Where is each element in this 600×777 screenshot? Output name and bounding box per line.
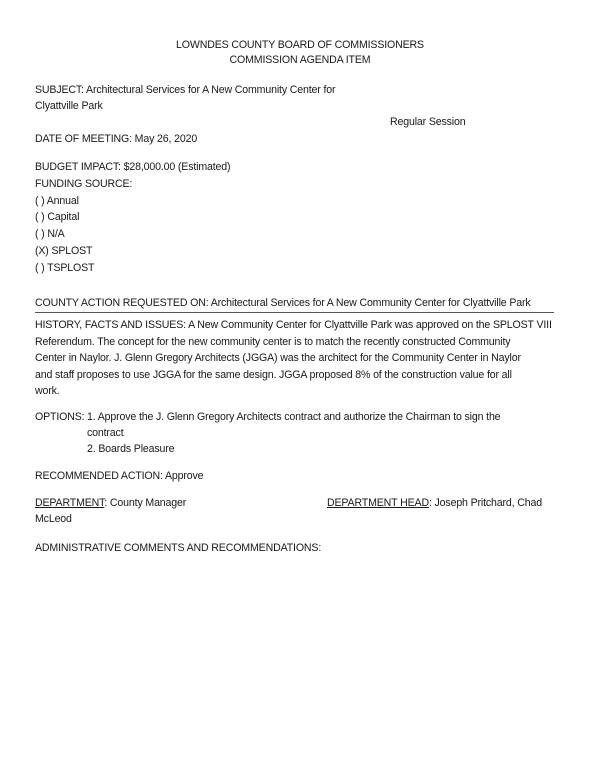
department	[35, 496, 186, 510]
funding-option-capital: ( ) Capital	[35, 211, 80, 223]
department-label: DEPARTMENT	[35, 497, 105, 509]
history-line: Referendum. The concept for the new community center is to match the recently constructed Community	[35, 336, 511, 348]
admin-comments: ADMINISTRATIVE COMMENTS AND RECOMMENDATIONS:	[35, 542, 322, 554]
department-head	[327, 496, 542, 510]
document-subtitle: COMMISSION AGENDA ITEM	[229, 54, 371, 66]
subject-line-cont: Clyattville Park	[35, 100, 103, 112]
subject-line: SUBJECT: Architectural Services for A New Community Center for	[35, 84, 336, 96]
budget-impact: BUDGET IMPACT: $28,000.00 (Estimated)	[35, 161, 231, 173]
session-type: Regular Session	[390, 116, 466, 128]
funding-option-annual: ( ) Annual	[35, 195, 79, 207]
divider	[35, 312, 554, 313]
recommended-action: RECOMMENDED ACTION: Approve	[35, 470, 204, 482]
history-line: work.	[35, 385, 60, 397]
department-head-label: DEPARTMENT HEAD	[327, 497, 429, 509]
history-line: HISTORY, FACTS AND ISSUES: A New Community Center for Clyattville Park was approved on the SPLOST VIII	[35, 319, 552, 331]
history-line: Center in Naylor. J. Glenn Gregory Architects (JGGA) was the architect for the Community Center in Naylor	[35, 352, 521, 364]
document-title: LOWNDES COUNTY BOARD OF COMMISSIONERS	[176, 39, 424, 51]
funding-option-splost: (X) SPLOST	[35, 245, 93, 257]
department-value: : County Manager	[104, 497, 187, 509]
meeting-date: DATE OF MEETING: May 26, 2020	[35, 133, 198, 145]
option-item-cont: contract	[87, 427, 124, 439]
department-head-value: : Joseph Pritchard, Chad	[428, 497, 542, 509]
funding-option-tsplost: ( ) TSPLOST	[35, 262, 95, 274]
funding-source-label: FUNDING SOURCE:	[35, 178, 133, 190]
option-item: 2. Boards Pleasure	[87, 443, 175, 455]
funding-option-na: ( ) N/A	[35, 228, 65, 240]
county-action-requested: COUNTY ACTION REQUESTED ON: Architectural Services for A New Community Center for Clyattville Park	[35, 297, 531, 309]
department-head-cont: McLeod	[35, 513, 72, 525]
options-label: OPTIONS:	[35, 411, 85, 423]
history-line: and staff proposes to use JGGA for the same design. JGGA proposed 8% of the construction value for all	[35, 369, 512, 381]
option-item: 1. Approve the J. Glenn Gregory Architects contract and authorize the Chairman to sign the	[87, 411, 501, 423]
